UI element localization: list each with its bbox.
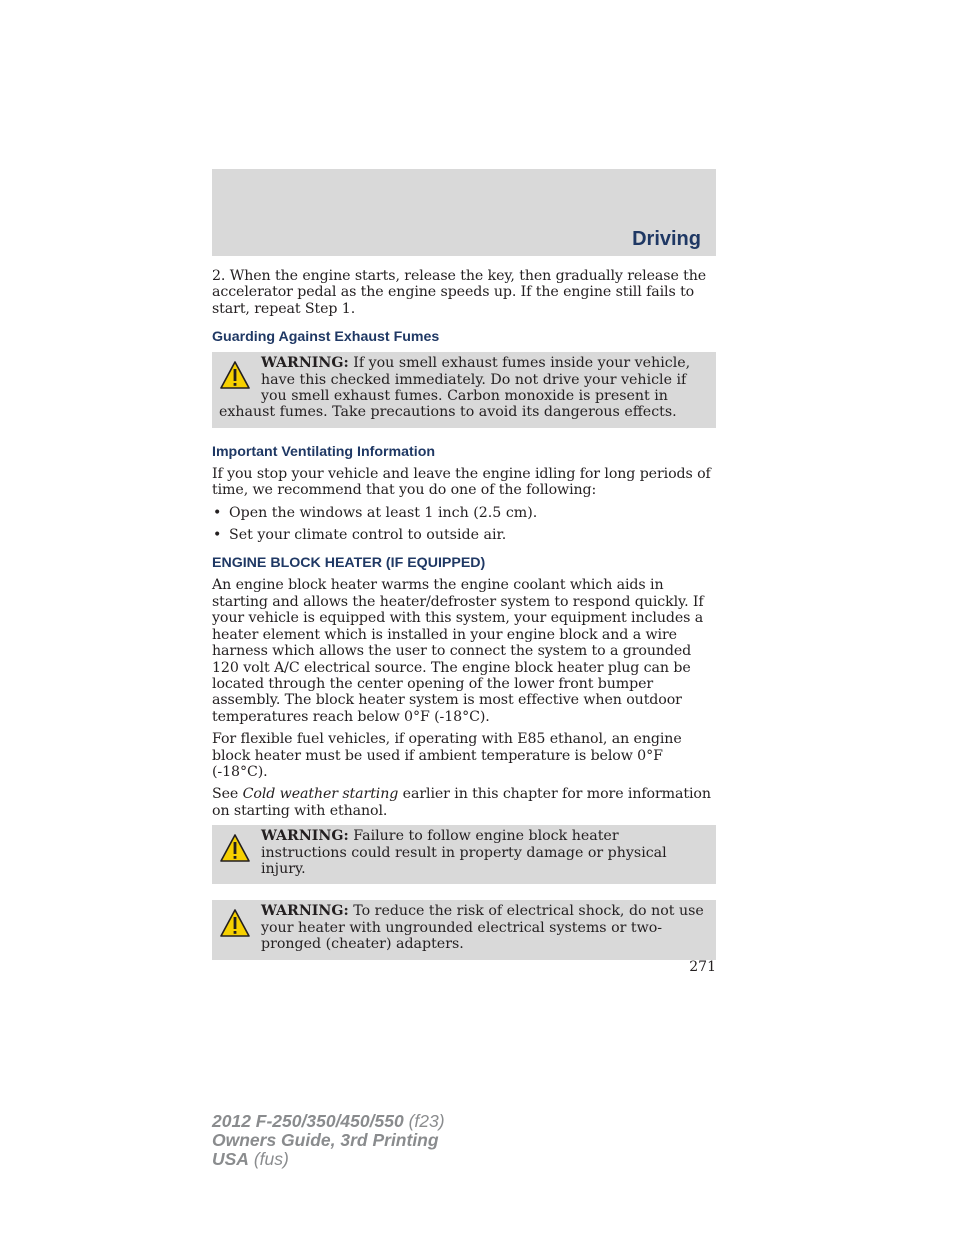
bullet: •: [213, 527, 222, 544]
section-header-band: [212, 169, 716, 256]
ventilating-heading: Important Ventilating Information: [212, 443, 436, 460]
footer-line-2: Owners Guide, 3rd Printing: [212, 1130, 439, 1150]
warning-triangle-icon: [219, 908, 251, 938]
list-item: • Set your climate control to outside air.: [213, 527, 507, 544]
warning-triangle-icon: [219, 833, 251, 863]
block-heater-paragraph-1: An engine block heater warms the engine coolant which aids in starting and allows the heater/defroster system to respond quickly. If your vehicle is equipped with this system, your equipment includes a heater element which is installed in your engine block and a wire harness which allows the user to connect the system to a grounded 120 volt A/C electrical source. The engine block heater plug can be located through the center opening of the lower front bumper assembly. The block heater system is most effective when outdoor temperatures reach below 0°F (-18°C).: [212, 577, 704, 725]
block-heater-warning-box-1: [212, 825, 716, 884]
footer-line-3: USA (fus): [212, 1149, 289, 1169]
exhaust-warning-box: [212, 352, 716, 428]
warning-text: If you smell exhaust fumes inside your vehicle, have this checked immediately. Do not drive your vehicle if you smell exhaust fumes. Carbon monoxide is present in exhaust fumes. Take precautions to avoid its dangerous effects.: [219, 355, 691, 421]
warning-label: WARNING:: [261, 903, 349, 920]
block-heater-heading: ENGINE BLOCK HEATER (IF EQUIPPED): [212, 555, 486, 572]
warning-triangle-icon: [219, 360, 251, 390]
ventilating-paragraph: If you stop your vehicle and leave the engine idling for long periods of time, we recommend that you do one of the following:: [212, 465, 711, 499]
block-heater-paragraph-2: For flexible fuel vehicles, if operating with E85 ethanol, an engine block heater must be used if ambient temperature is below 0°F (-18°C).: [212, 731, 682, 780]
cross-reference: Cold weather starting: [242, 786, 399, 803]
warning-label: WARNING:: [261, 355, 349, 372]
bullet: •: [213, 504, 222, 521]
block-heater-warning-box-2: [212, 900, 716, 959]
section-title: Driving: [632, 228, 701, 250]
document-footer: [212, 1112, 445, 1169]
footer-line-1: 2012 F-250/350/450/550 (f23): [212, 1111, 445, 1131]
warning-text: To reduce the risk of electrical shock, do not use your heater with ungrounded electrical systems or two-pronged (cheater) adapters.: [261, 903, 704, 953]
warning-text: Failure to follow engine block heater instructions could result in property damage or physical injury.: [261, 828, 667, 877]
warning-label: WARNING:: [261, 828, 349, 845]
page-content: [212, 268, 716, 976]
list-item: • Open the windows at least 1 inch (2.5 cm).: [213, 504, 538, 521]
exhaust-heading: Guarding Against Exhaust Fumes: [212, 329, 440, 346]
block-heater-paragraph-3: See Cold weather starting earlier in this chapter for more information on starting with ethanol.: [212, 786, 711, 819]
page-number: 271: [689, 959, 716, 975]
intro-paragraph: 2. When the engine starts, release the key, then gradually release the accelerator pedal as the engine speeds up. If the engine still fails to start, repeat Step 1.: [212, 268, 707, 317]
ventilating-list: [212, 505, 716, 544]
